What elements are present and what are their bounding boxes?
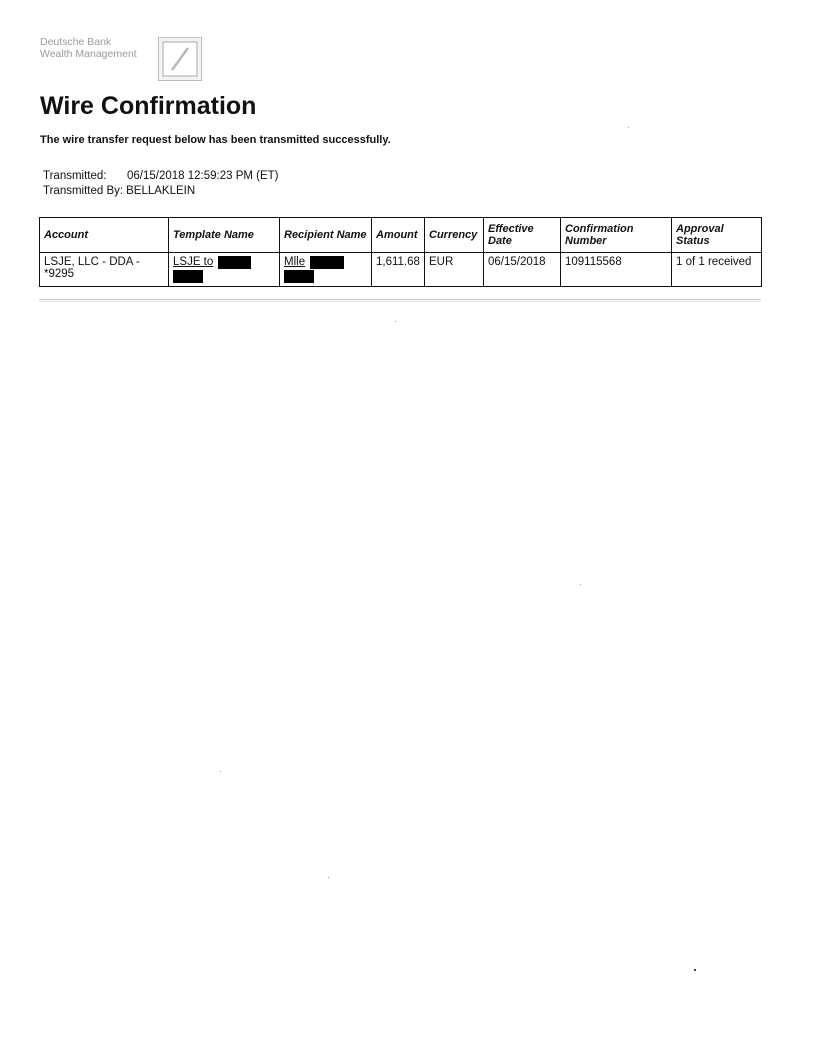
template-name-text: LSJE to xyxy=(173,256,214,268)
transmission-details xyxy=(43,169,279,199)
scan-speck xyxy=(328,877,329,878)
bank-logo-text xyxy=(40,36,137,60)
scan-speck xyxy=(580,584,581,585)
logo-line-2: Wealth Management xyxy=(40,48,137,60)
redaction-block xyxy=(173,270,203,283)
transmitted-value: 06/15/2018 12:59:23 PM (ET) xyxy=(127,170,279,182)
redaction-block xyxy=(218,256,251,269)
column-header-confirmation-number: Confirmation Number xyxy=(561,218,672,253)
column-header-currency: Currency xyxy=(425,218,484,253)
redaction-block xyxy=(310,256,344,269)
transmitted-by-row xyxy=(43,184,279,199)
cell-effective-date: 06/15/2018 xyxy=(484,253,561,287)
column-header-template-name: Template Name xyxy=(169,218,280,253)
deutsche-bank-slash-icon xyxy=(158,37,202,81)
cell-template-name xyxy=(169,253,280,287)
cell-account: LSJE, LLC - DDA - *9295 xyxy=(40,253,169,287)
scan-speck xyxy=(220,771,221,772)
scan-speck xyxy=(694,969,696,971)
column-header-effective-date: Effective Date xyxy=(484,218,561,253)
success-message: The wire transfer request below has been transmitted successfully. xyxy=(40,134,391,146)
table-header-row xyxy=(40,218,762,253)
cell-currency: EUR xyxy=(425,253,484,287)
cell-amount: 1,611.68 xyxy=(372,253,425,287)
transmitted-row xyxy=(43,169,279,184)
scan-speck xyxy=(628,127,629,128)
recipient-name-text: Mlle xyxy=(284,256,306,268)
cell-confirmation-number: 109115568 xyxy=(561,253,672,287)
logo-line-1: Deutsche Bank xyxy=(40,36,112,48)
transmitted-label: Transmitted: xyxy=(43,170,107,182)
cell-approval-status: 1 of 1 received xyxy=(672,253,762,287)
bank-logo xyxy=(40,36,210,82)
transmitted-by-value: BELLAKLEIN xyxy=(126,185,196,197)
column-header-account: Account xyxy=(40,218,169,253)
scan-speck xyxy=(395,321,396,322)
table-row xyxy=(40,253,762,287)
divider xyxy=(39,301,761,302)
column-header-amount: Amount xyxy=(372,218,425,253)
wire-table xyxy=(39,217,762,287)
divider xyxy=(39,299,761,300)
redaction-block xyxy=(284,270,314,283)
column-header-approval-status: Approval Status xyxy=(672,218,762,253)
page-title: Wire Confirmation xyxy=(40,92,257,120)
column-header-recipient-name: Recipient Name xyxy=(280,218,372,253)
transmitted-by-label: Transmitted By: xyxy=(43,185,124,197)
cell-recipient-name xyxy=(280,253,372,287)
